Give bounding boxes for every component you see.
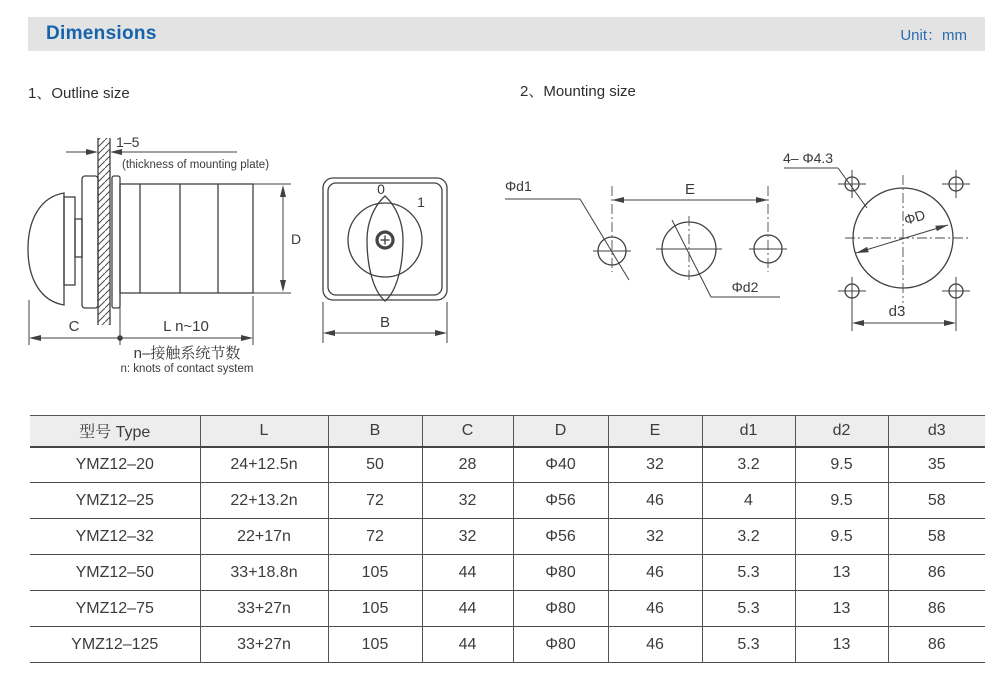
cell-b: 105 xyxy=(328,555,422,591)
cell-d1: 4 xyxy=(702,483,795,519)
cell-d2: 13 xyxy=(795,627,888,663)
col-header-l: L xyxy=(200,416,328,447)
cell-e: 32 xyxy=(608,447,702,483)
mounting-size-heading: 2、Mounting size xyxy=(520,83,636,100)
outline-size-heading: 1、Outline size xyxy=(28,85,130,102)
cell-d: Φ80 xyxy=(513,627,608,663)
front-flange xyxy=(82,176,98,308)
mounting-hole-layout xyxy=(505,178,787,297)
cell-type: YMZ12–25 xyxy=(30,483,200,519)
cell-d3: 58 xyxy=(888,519,985,555)
thickness-dimension xyxy=(66,134,269,171)
corner-holes xyxy=(838,170,970,305)
cell-d3: 58 xyxy=(888,483,985,519)
cell-c: 44 xyxy=(422,555,513,591)
table-row xyxy=(30,555,985,591)
c-dim-label: C xyxy=(68,318,80,335)
corner-holes-label: 4– Φ4.3 xyxy=(783,150,834,166)
table-row xyxy=(30,627,985,663)
d3-dim-label: d3 xyxy=(888,303,906,320)
cell-b: 50 xyxy=(328,447,422,483)
position-one-label: 1 xyxy=(417,194,425,210)
col-header-d3: d3 xyxy=(888,416,985,447)
cell-e: 46 xyxy=(608,555,702,591)
d3-dimension xyxy=(852,299,956,331)
cell-d2: 13 xyxy=(795,591,888,627)
d-dim-label: D xyxy=(291,231,302,247)
cell-d2: 9.5 xyxy=(795,447,888,483)
col-header-d1: d1 xyxy=(702,416,795,447)
cell-c: 44 xyxy=(422,591,513,627)
b-dim-label: B xyxy=(379,314,391,331)
cell-d3: 86 xyxy=(888,555,985,591)
mounting-plate-hatch xyxy=(98,138,110,325)
cell-d2: 9.5 xyxy=(795,519,888,555)
cell-l: 22+13.2n xyxy=(200,483,328,519)
cell-c: 32 xyxy=(422,483,513,519)
cell-b: 105 xyxy=(328,627,422,663)
col-header-b: B xyxy=(328,416,422,447)
cell-d1: 3.2 xyxy=(702,447,795,483)
cell-type: YMZ12–20 xyxy=(30,447,200,483)
cell-d: Φ56 xyxy=(513,483,608,519)
cell-d1: 5.3 xyxy=(702,555,795,591)
cell-d3: 86 xyxy=(888,627,985,663)
knob-dome xyxy=(28,193,64,305)
thickness-note-label: (thickness of mounting plate) xyxy=(122,159,270,171)
cell-e: 32 xyxy=(608,519,702,555)
cell-d: Φ56 xyxy=(513,519,608,555)
cell-b: 105 xyxy=(328,591,422,627)
cell-d2: 13 xyxy=(795,555,888,591)
cell-e: 46 xyxy=(608,627,702,663)
cell-type: YMZ12–75 xyxy=(30,591,200,627)
cell-b: 72 xyxy=(328,519,422,555)
table-row xyxy=(30,447,985,483)
col-header-c: C xyxy=(422,416,513,447)
contact-note-cn: n–接触系统节数 xyxy=(133,345,241,362)
l-dim-label: L n~10 xyxy=(163,318,209,335)
cell-l: 24+12.5n xyxy=(200,447,328,483)
e-dim-label: E xyxy=(684,181,696,198)
cell-l: 22+17n xyxy=(200,519,328,555)
rear-flange xyxy=(112,176,120,308)
table-row xyxy=(30,519,985,555)
col-header-d: D xyxy=(513,416,608,447)
cell-e: 46 xyxy=(608,591,702,627)
dd-dim-label: ΦD xyxy=(902,206,928,228)
b-dimension xyxy=(323,302,447,343)
d1-label: Φd1 xyxy=(505,178,532,194)
page-title: Dimensions xyxy=(46,23,157,44)
cell-b: 72 xyxy=(328,483,422,519)
cell-type: YMZ12–50 xyxy=(30,555,200,591)
mounting-flange-view xyxy=(783,150,970,331)
cell-type: YMZ12–125 xyxy=(30,627,200,663)
col-header-d2: d2 xyxy=(795,416,888,447)
unit-label: Unit：mm xyxy=(900,26,967,44)
outline-side-view xyxy=(28,134,301,375)
cell-d: Φ80 xyxy=(513,591,608,627)
d2-label: Φd2 xyxy=(731,279,759,295)
outline-front-view xyxy=(323,178,447,343)
col-header-type: 型号 Type xyxy=(30,416,200,447)
col-header-e: E xyxy=(608,416,702,447)
cell-d2: 9.5 xyxy=(795,483,888,519)
knob-step xyxy=(75,219,82,257)
cell-d1: 3.2 xyxy=(702,519,795,555)
cell-d1: 5.3 xyxy=(702,627,795,663)
cell-c: 28 xyxy=(422,447,513,483)
table-header-row xyxy=(30,416,985,447)
cell-l: 33+27n xyxy=(200,627,328,663)
cell-type: YMZ12–32 xyxy=(30,519,200,555)
cell-e: 46 xyxy=(608,483,702,519)
position-zero-label: 0 xyxy=(377,181,385,197)
contact-note-en: n: knots of contact system xyxy=(120,363,254,375)
cell-d: Φ40 xyxy=(513,447,608,483)
cell-d: Φ80 xyxy=(513,555,608,591)
cell-d3: 86 xyxy=(888,591,985,627)
cell-l: 33+27n xyxy=(200,591,328,627)
c-l-dimensions xyxy=(29,296,253,375)
cell-c: 32 xyxy=(422,519,513,555)
cell-l: 33+18.8n xyxy=(200,555,328,591)
table-row xyxy=(30,483,985,519)
table-row xyxy=(30,591,985,627)
thickness-range-label: 1–5 xyxy=(116,134,140,150)
cell-d1: 5.3 xyxy=(702,591,795,627)
d-dimension xyxy=(253,184,301,293)
cell-d3: 35 xyxy=(888,447,985,483)
knob-stem xyxy=(64,197,75,285)
cell-c: 44 xyxy=(422,627,513,663)
dimensions-table xyxy=(30,415,985,663)
